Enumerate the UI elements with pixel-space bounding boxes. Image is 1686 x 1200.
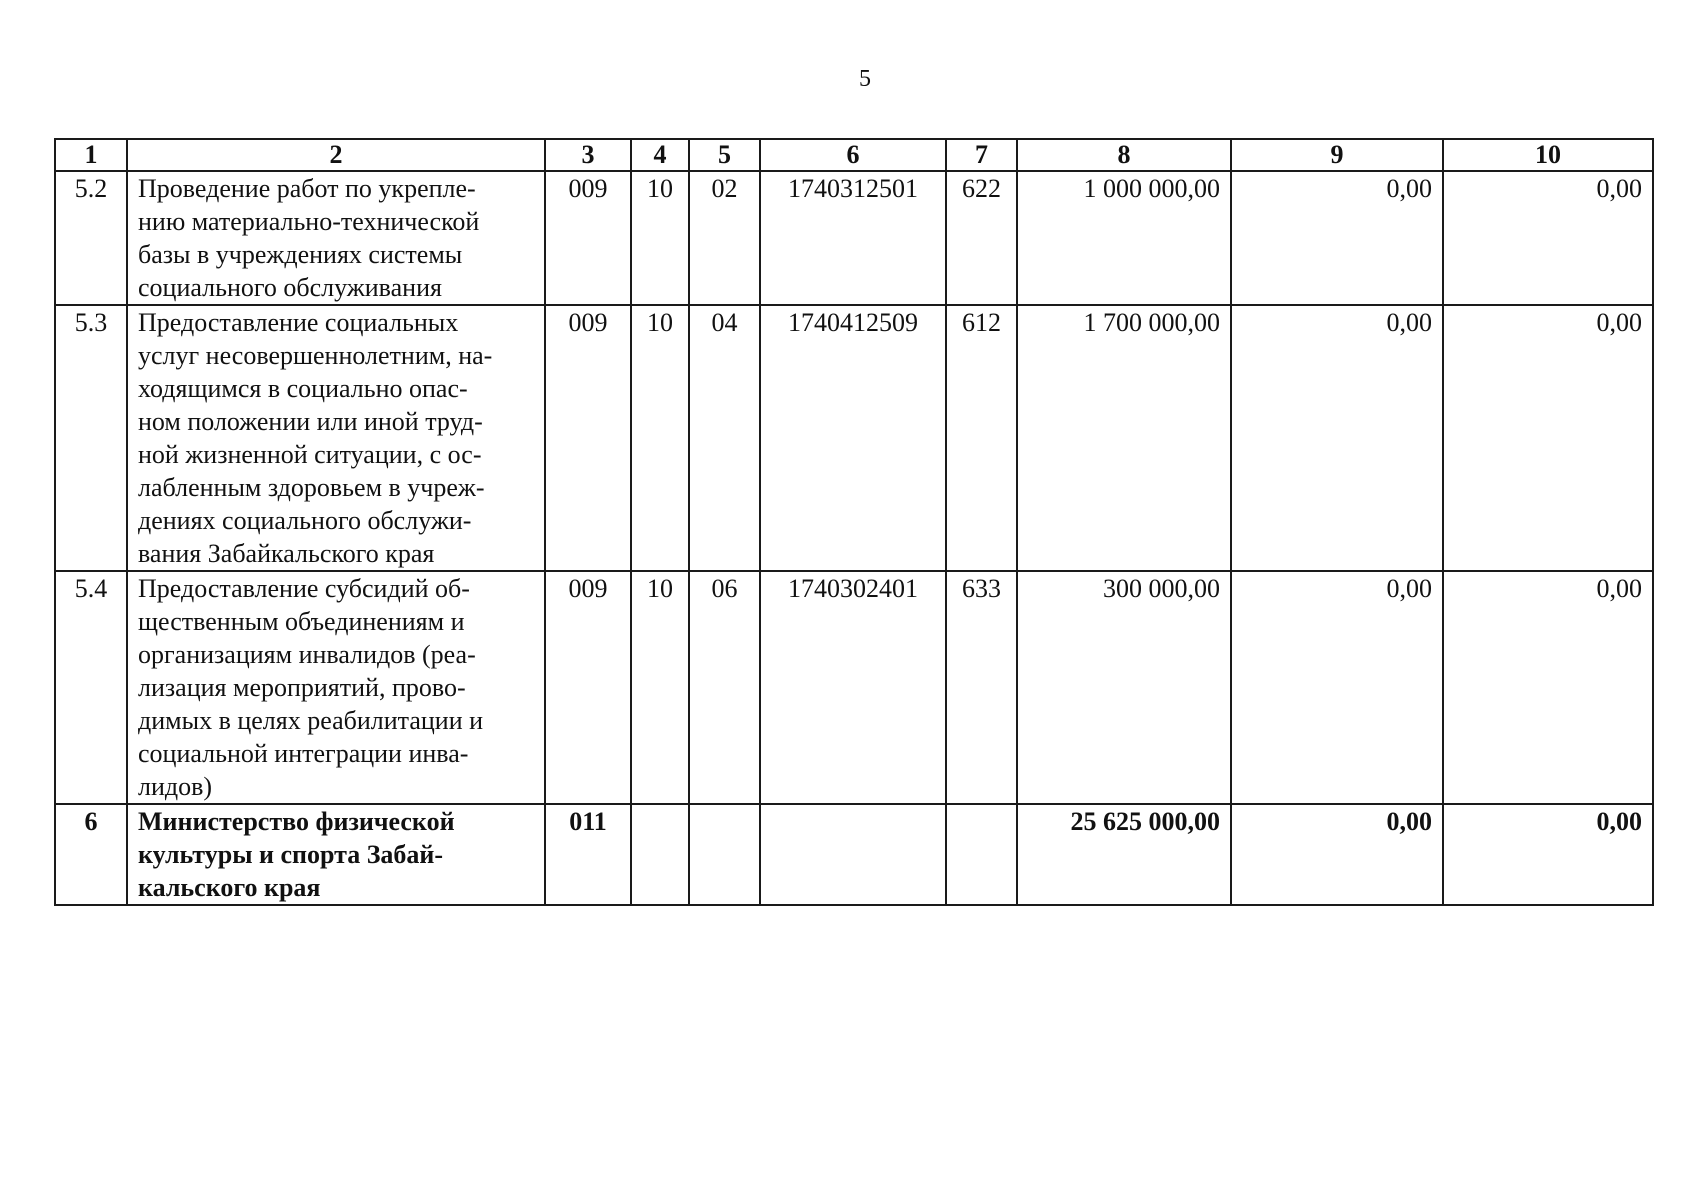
table-row bbox=[55, 305, 1653, 571]
page-number: 5 bbox=[859, 66, 871, 92]
column-header: 7 bbox=[946, 139, 1017, 171]
cell-col3: 009 bbox=[545, 171, 631, 305]
column-header: 6 bbox=[760, 139, 946, 171]
column-header: 10 bbox=[1443, 139, 1653, 171]
cell-col6: 1740312501 bbox=[760, 171, 946, 305]
table-row bbox=[55, 571, 1653, 804]
row-description: Предоставление социальных услуг несовершеннолетним, на- ходящимся в социально опас- ном положении или иной труд- ной жизненной ситуации, с ос- лабленным здоровьем в учреж- дениях социального обслужи- вания Забайкальского края bbox=[127, 305, 545, 571]
cell-col7: 612 bbox=[946, 305, 1017, 571]
cell-col7 bbox=[946, 804, 1017, 905]
cell-col6: 1740412509 bbox=[760, 305, 946, 571]
cell-col4: 10 bbox=[631, 305, 689, 571]
column-header: 1 bbox=[55, 139, 127, 171]
column-header: 2 bbox=[127, 139, 545, 171]
cell-col5: 06 bbox=[689, 571, 760, 804]
cell-col4: 10 bbox=[631, 571, 689, 804]
table-row bbox=[55, 171, 1653, 305]
cell-col10: 0,00 bbox=[1443, 305, 1653, 571]
cell-col3: 009 bbox=[545, 305, 631, 571]
cell-col8: 25 625 000,00 bbox=[1017, 804, 1231, 905]
cell-col10: 0,00 bbox=[1443, 171, 1653, 305]
cell-col6: 1740302401 bbox=[760, 571, 946, 804]
column-header: 4 bbox=[631, 139, 689, 171]
cell-col10: 0,00 bbox=[1443, 571, 1653, 804]
row-description: Министерство физической культуры и спорта Забай- кальского края bbox=[127, 804, 545, 905]
cell-col7: 633 bbox=[946, 571, 1017, 804]
cell-col4 bbox=[631, 804, 689, 905]
cell-col4: 10 bbox=[631, 171, 689, 305]
table-row bbox=[55, 804, 1653, 905]
row-number: 5.3 bbox=[55, 305, 127, 571]
cell-col3: 009 bbox=[545, 571, 631, 804]
cell-col8: 1 000 000,00 bbox=[1017, 171, 1231, 305]
cell-col8: 300 000,00 bbox=[1017, 571, 1231, 804]
column-header: 9 bbox=[1231, 139, 1443, 171]
cell-col7: 622 bbox=[946, 171, 1017, 305]
cell-col8: 1 700 000,00 bbox=[1017, 305, 1231, 571]
row-number: 6 bbox=[55, 804, 127, 905]
cell-col10: 0,00 bbox=[1443, 804, 1653, 905]
cell-col9: 0,00 bbox=[1231, 171, 1443, 305]
column-header: 3 bbox=[545, 139, 631, 171]
cell-col5 bbox=[689, 804, 760, 905]
column-header: 8 bbox=[1017, 139, 1231, 171]
column-header: 5 bbox=[689, 139, 760, 171]
cell-col5: 04 bbox=[689, 305, 760, 571]
row-number: 5.4 bbox=[55, 571, 127, 804]
cell-col5: 02 bbox=[689, 171, 760, 305]
row-number: 5.2 bbox=[55, 171, 127, 305]
cell-col9: 0,00 bbox=[1231, 804, 1443, 905]
cell-col9: 0,00 bbox=[1231, 571, 1443, 804]
cell-col6 bbox=[760, 804, 946, 905]
cell-col9: 0,00 bbox=[1231, 305, 1443, 571]
budget-table bbox=[54, 138, 1654, 906]
cell-col3: 011 bbox=[545, 804, 631, 905]
header-row bbox=[55, 139, 1653, 171]
row-description: Предоставление субсидий об- щественным объединениям и организациям инвалидов (реа- лизация мероприятий, прово- димых в целях реабилитации и социальной интеграции инва- лидов) bbox=[127, 571, 545, 804]
row-description: Проведение работ по укрепле- нию материально-технической базы в учреждениях системы социального обслуживания bbox=[127, 171, 545, 305]
